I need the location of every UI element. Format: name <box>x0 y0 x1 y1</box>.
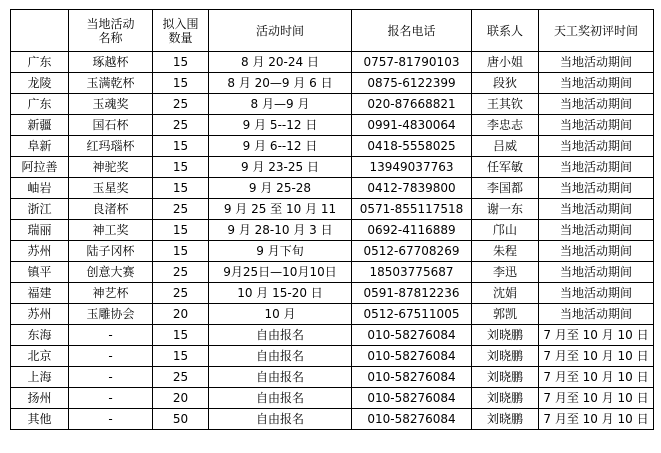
header-activity-name-line2: 名称 <box>98 30 123 45</box>
cell-review-time: 当地活动期间 <box>539 73 654 94</box>
cell-contact: 谢一东 <box>472 199 539 220</box>
cell-phone: 0875-6122399 <box>352 73 472 94</box>
cell-region: 北京 <box>11 346 69 367</box>
cell-quota: 15 <box>153 157 209 178</box>
cell-quota: 25 <box>153 367 209 388</box>
cell-review-time: 当地活动期间 <box>539 52 654 73</box>
cell-quota: 25 <box>153 94 209 115</box>
cell-review-time: 当地活动期间 <box>539 262 654 283</box>
cell-region: 苏州 <box>11 304 69 325</box>
cell-review-time: 当地活动期间 <box>539 199 654 220</box>
header-contact: 联系人 <box>472 10 539 52</box>
cell-phone: 0991-4830064 <box>352 115 472 136</box>
cell-activity-name: 良渚杯 <box>69 199 153 220</box>
cell-region: 阿拉善 <box>11 157 69 178</box>
cell-activity-name: 神驼奖 <box>69 157 153 178</box>
cell-activity-time: 10 月 <box>209 304 352 325</box>
cell-phone: 0571-855117518 <box>352 199 472 220</box>
header-review-time: 天工奖初评时间 <box>539 10 654 52</box>
cell-contact: 邝山 <box>472 220 539 241</box>
cell-region: 新疆 <box>11 115 69 136</box>
cell-activity-name: 神工奖 <box>69 220 153 241</box>
cell-review-time: 当地活动期间 <box>539 241 654 262</box>
table-row <box>11 115 654 136</box>
cell-review-time: 当地活动期间 <box>539 157 654 178</box>
table-row <box>11 199 654 220</box>
cell-activity-time: 8 月 20—9 月 6 日 <box>209 73 352 94</box>
cell-quota: 25 <box>153 283 209 304</box>
table-row <box>11 262 654 283</box>
cell-phone: 0512-67708269 <box>352 241 472 262</box>
cell-contact: 李迅 <box>472 262 539 283</box>
cell-quota: 15 <box>153 52 209 73</box>
cell-contact: 唐小姐 <box>472 52 539 73</box>
cell-activity-time: 10 月 15-20 日 <box>209 283 352 304</box>
table-row <box>11 325 654 346</box>
cell-region: 浙江 <box>11 199 69 220</box>
cell-activity-name: 创意大赛 <box>69 262 153 283</box>
cell-activity-time: 自由报名 <box>209 388 352 409</box>
cell-quota: 20 <box>153 388 209 409</box>
cell-activity-name: - <box>69 388 153 409</box>
cell-quota: 20 <box>153 304 209 325</box>
cell-contact: 李忠志 <box>472 115 539 136</box>
cell-contact: 沈娟 <box>472 283 539 304</box>
cell-activity-name: 琢越杯 <box>69 52 153 73</box>
header-quota-line1: 拟入围 <box>162 16 199 31</box>
cell-quota: 15 <box>153 346 209 367</box>
cell-phone: 010-58276084 <box>352 409 472 430</box>
table-row <box>11 346 654 367</box>
cell-activity-time: 自由报名 <box>209 367 352 388</box>
header-quota-line2: 数量 <box>168 30 193 45</box>
cell-contact: 刘晓鹏 <box>472 409 539 430</box>
cell-activity-name: 玉雕协会 <box>69 304 153 325</box>
cell-activity-name: 红玛瑙杯 <box>69 136 153 157</box>
cell-contact: 朱程 <box>472 241 539 262</box>
table-row <box>11 283 654 304</box>
cell-review-time: 当地活动期间 <box>539 136 654 157</box>
table-header-row <box>11 10 654 52</box>
cell-activity-name: 玉星奖 <box>69 178 153 199</box>
cell-activity-time: 9 月 23-25 日 <box>209 157 352 178</box>
cell-review-time: 当地活动期间 <box>539 94 654 115</box>
header-activity-time: 活动时间 <box>209 10 352 52</box>
cell-activity-time: 9 月 28-10 月 3 日 <box>209 220 352 241</box>
cell-region: 广东 <box>11 52 69 73</box>
cell-activity-name: 陆子冈杯 <box>69 241 153 262</box>
cell-activity-time: 自由报名 <box>209 346 352 367</box>
cell-activity-time: 8 月 20-24 日 <box>209 52 352 73</box>
cell-region: 上海 <box>11 367 69 388</box>
cell-quota: 15 <box>153 136 209 157</box>
table-row <box>11 136 654 157</box>
cell-region: 扬州 <box>11 388 69 409</box>
header-activity-name-line1: 当地活动 <box>86 16 135 31</box>
cell-region: 福建 <box>11 283 69 304</box>
cell-activity-name: 玉满乾杯 <box>69 73 153 94</box>
cell-quota: 25 <box>153 199 209 220</box>
cell-activity-name: 国石杯 <box>69 115 153 136</box>
table-row <box>11 52 654 73</box>
cell-activity-name: - <box>69 367 153 388</box>
cell-activity-time: 9 月下旬 <box>209 241 352 262</box>
cell-activity-name: 玉魂奖 <box>69 94 153 115</box>
cell-quota: 50 <box>153 409 209 430</box>
cell-quota: 25 <box>153 262 209 283</box>
cell-activity-time: 9月25日—10月10日 <box>209 262 352 283</box>
activity-table <box>10 9 654 430</box>
cell-phone: 010-58276084 <box>352 388 472 409</box>
cell-activity-name: - <box>69 325 153 346</box>
cell-contact: 刘晓鹏 <box>472 367 539 388</box>
cell-review-time: 当地活动期间 <box>539 178 654 199</box>
cell-phone: 0412-7839800 <box>352 178 472 199</box>
cell-contact: 刘晓鹏 <box>472 346 539 367</box>
cell-review-time: 7 月至 10 月 10 日 <box>539 367 654 388</box>
cell-review-time: 7 月至 10 月 10 日 <box>539 409 654 430</box>
cell-region: 瑞丽 <box>11 220 69 241</box>
header-activity-name <box>69 10 153 52</box>
cell-region: 其他 <box>11 409 69 430</box>
cell-quota: 15 <box>153 220 209 241</box>
header-quota <box>153 10 209 52</box>
cell-region: 镇平 <box>11 262 69 283</box>
cell-activity-name: - <box>69 346 153 367</box>
cell-phone: 0692-4116889 <box>352 220 472 241</box>
cell-phone: 020-87668821 <box>352 94 472 115</box>
cell-region: 东海 <box>11 325 69 346</box>
cell-phone: 0591-87812236 <box>352 283 472 304</box>
cell-phone: 0418-5558025 <box>352 136 472 157</box>
table-row <box>11 367 654 388</box>
table-row <box>11 388 654 409</box>
cell-phone: 18503775687 <box>352 262 472 283</box>
cell-activity-name: 神艺杯 <box>69 283 153 304</box>
cell-activity-time: 9 月 5--12 日 <box>209 115 352 136</box>
cell-review-time: 当地活动期间 <box>539 220 654 241</box>
cell-region: 苏州 <box>11 241 69 262</box>
cell-region: 龙陵 <box>11 73 69 94</box>
cell-region: 阜新 <box>11 136 69 157</box>
cell-phone: 010-58276084 <box>352 346 472 367</box>
cell-phone: 0512-67511005 <box>352 304 472 325</box>
cell-activity-name: - <box>69 409 153 430</box>
cell-phone: 0757-81790103 <box>352 52 472 73</box>
cell-contact: 李国都 <box>472 178 539 199</box>
table-row <box>11 241 654 262</box>
cell-contact: 刘晓鹏 <box>472 388 539 409</box>
header-region <box>11 10 69 52</box>
table-row <box>11 157 654 178</box>
cell-region: 广东 <box>11 94 69 115</box>
cell-quota: 25 <box>153 115 209 136</box>
cell-contact: 郭凯 <box>472 304 539 325</box>
cell-phone: 010-58276084 <box>352 325 472 346</box>
cell-contact: 王其钦 <box>472 94 539 115</box>
cell-quota: 15 <box>153 241 209 262</box>
table-row <box>11 178 654 199</box>
cell-review-time: 当地活动期间 <box>539 304 654 325</box>
document-page <box>10 9 654 430</box>
cell-review-time: 当地活动期间 <box>539 115 654 136</box>
cell-region: 岫岩 <box>11 178 69 199</box>
table-row <box>11 304 654 325</box>
cell-review-time: 7 月至 10 月 10 日 <box>539 388 654 409</box>
cell-review-time: 7 月至 10 月 10 日 <box>539 346 654 367</box>
cell-phone: 010-58276084 <box>352 367 472 388</box>
cell-contact: 刘晓鹏 <box>472 325 539 346</box>
cell-contact: 段狄 <box>472 73 539 94</box>
cell-quota: 15 <box>153 73 209 94</box>
cell-activity-time: 9 月 25 至 10 月 11 <box>209 199 352 220</box>
cell-review-time: 7 月至 10 月 10 日 <box>539 325 654 346</box>
cell-review-time: 当地活动期间 <box>539 283 654 304</box>
cell-contact: 任军敏 <box>472 157 539 178</box>
cell-quota: 15 <box>153 178 209 199</box>
header-phone: 报名电话 <box>352 10 472 52</box>
table-body <box>11 52 654 430</box>
cell-activity-time: 自由报名 <box>209 409 352 430</box>
cell-phone: 13949037763 <box>352 157 472 178</box>
cell-activity-time: 9 月 25-28 <box>209 178 352 199</box>
cell-quota: 15 <box>153 325 209 346</box>
cell-contact: 吕威 <box>472 136 539 157</box>
cell-activity-time: 9 月 6--12 日 <box>209 136 352 157</box>
table-row <box>11 220 654 241</box>
cell-activity-time: 自由报名 <box>209 325 352 346</box>
cell-activity-time: 8 月—9 月 <box>209 94 352 115</box>
table-row <box>11 409 654 430</box>
table-row <box>11 94 654 115</box>
table-row <box>11 73 654 94</box>
